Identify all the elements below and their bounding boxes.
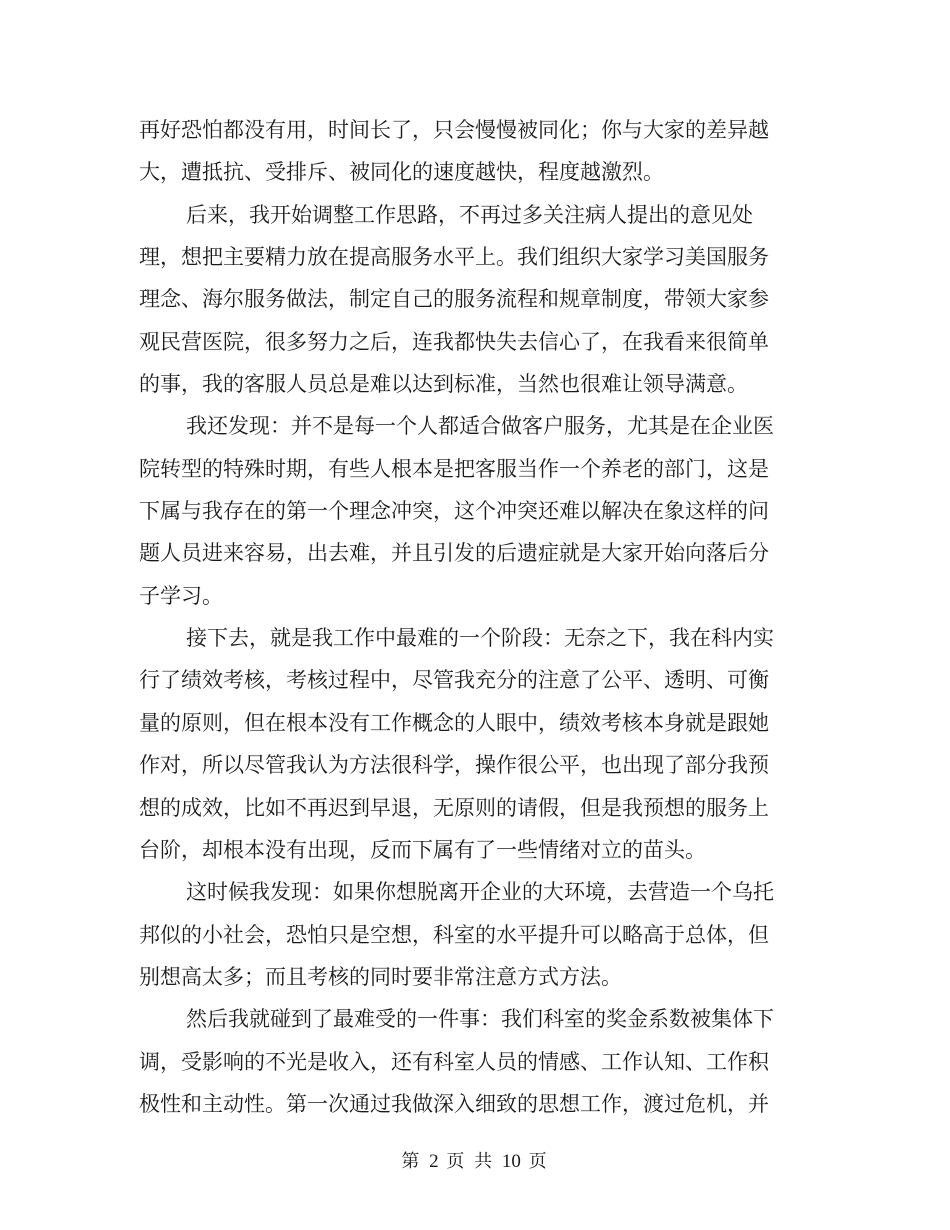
text-line: 下属与我存在的第一个理念冲突，这个冲突还难以解决在象这样的问 xyxy=(139,499,769,524)
text-line: 院转型的特殊时期，有些人根本是把客服当作一个养老的部门，这是 xyxy=(139,456,769,481)
text-line: 题人员进来容易，出去难，并且引发的后遗症就是大家开始向落后分 xyxy=(139,541,769,566)
text-line: 观民营医院，很多努力之后，连我都快失去信心了，在我看来很简单 xyxy=(139,329,769,354)
footer-prefix: 第 xyxy=(401,1151,422,1172)
text-line: 想的成效，比如不再迟到早退，无原则的请假，但是我预想的服务上 xyxy=(139,795,769,820)
text-line: 极性和主动性。第一次通过我做深入细致的思想工作，渡过危机，并 xyxy=(139,1091,769,1116)
page-footer xyxy=(0,1150,950,1174)
text-line: 大，遭抵抗、受排斥、被同化的速度越快，程度越激烈。 xyxy=(139,160,664,185)
text-line: 量的原则，但在根本没有工作概念的人眼中，绩效考核本身就是跟她 xyxy=(139,710,769,735)
text-line: 的事，我的客服人员总是难以达到标准，当然也很难让领导满意。 xyxy=(139,372,748,397)
paragraph-start-line: 接下去，就是我工作中最难的一个阶段：无奈之下，我在科内实 xyxy=(186,626,774,651)
footer-suffix: 页 xyxy=(528,1151,549,1172)
paragraph-start-line: 然后我就碰到了最难受的一件事：我们科室的奖金系数被集体下 xyxy=(186,1007,774,1032)
text-line: 理念、海尔服务做法，制定自己的服务流程和规章制度，带领大家参 xyxy=(139,287,769,312)
text-line: 作对，所以尽管我认为方法很科学，操作很公平，也出现了部分我预 xyxy=(139,753,769,778)
paragraph-start-line: 后来，我开始调整工作思路，不再过多关注病人提出的意见处 xyxy=(186,202,753,227)
text-line: 理，想把主要精力放在提高服务水平上。我们组织大家学习美国服务 xyxy=(139,245,769,270)
text-line: 调，受影响的不光是收入，还有科室人员的情感、工作认知、工作积 xyxy=(139,1049,769,1074)
total-pages-number: 10 xyxy=(501,1151,521,1172)
paragraph-start-line: 我还发现：并不是每一个人都适合做客户服务，尤其是在企业医 xyxy=(186,414,774,439)
text-line: 台阶，却根本没有出现，反而下属有了一些情绪对立的苗头。 xyxy=(139,837,706,862)
paragraph-start-line: 这时候我发现：如果你想脱离开企业的大环境，去营造一个乌托 xyxy=(186,880,774,905)
text-line: 别想高太多；而且考核的同时要非常注意方式方法。 xyxy=(139,964,622,989)
text-line: 再好恐怕都没有用，时间长了，只会慢慢被同化；你与大家的差异越 xyxy=(139,118,769,142)
current-page-number: 2 xyxy=(429,1151,439,1172)
text-line: 邦似的小社会，恐怕只是空想，科室的水平提升可以略高于总体，但 xyxy=(139,922,769,947)
text-line: 子学习。 xyxy=(139,583,223,608)
footer-middle: 页 共 xyxy=(446,1151,495,1172)
body-text xyxy=(139,109,819,1125)
text-line: 行了绩效考核，考核过程中，尽管我充分的注意了公平、透明、可衡 xyxy=(139,668,769,693)
